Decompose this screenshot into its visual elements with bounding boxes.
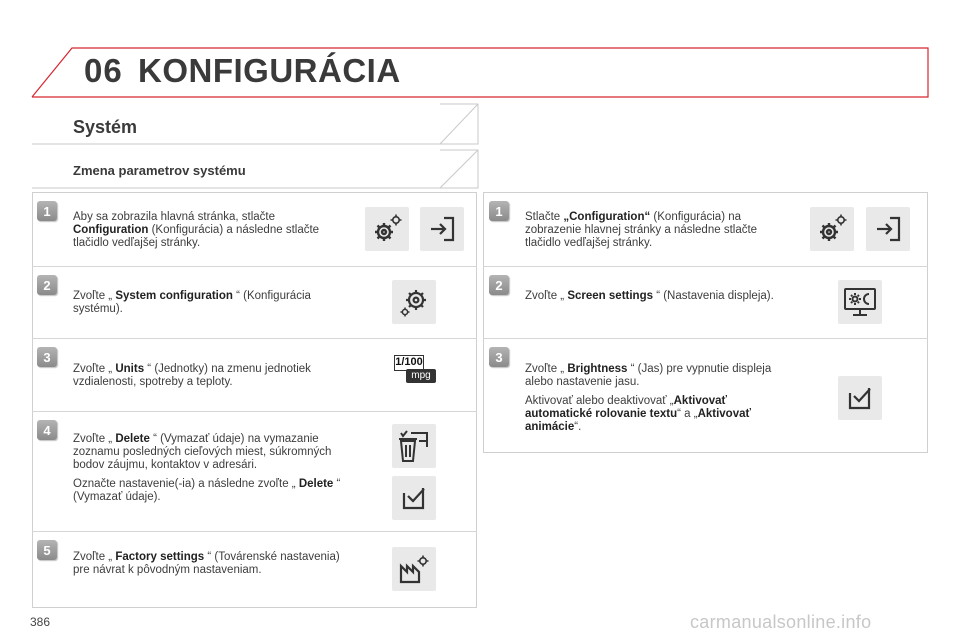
chapter-number: 06 <box>84 52 123 89</box>
step-badge: 1 <box>489 201 509 221</box>
chapter-title: KONFIGURÁCIA <box>138 52 401 89</box>
watermark: carmanualsonline.info <box>690 612 872 632</box>
next-page-icon <box>866 207 910 251</box>
step-text: Stlačte „Configuration“ (Konfigurácia) na zobrazenie hlavnej stránky a následne stlačte tlačidlo vedľajšej stránky. <box>525 211 758 249</box>
section-title: Systém <box>73 117 138 137</box>
screen-settings-icon <box>838 280 882 324</box>
delete-list-icon <box>392 424 436 468</box>
step-text: Zvoľte „ Factory settings “ (Továrenské nastavenia) pre návrat k pôvodným nastaveniam. <box>73 551 340 576</box>
row-divider <box>483 266 928 267</box>
left-steps-panel <box>32 192 477 608</box>
settings-gears-icon <box>365 207 409 251</box>
row-divider <box>32 531 477 532</box>
check-confirm-icon <box>838 376 882 420</box>
subsection-title: Zmena parametrov systému <box>73 163 246 178</box>
row-divider <box>32 338 477 339</box>
row-divider <box>32 411 477 412</box>
check-confirm-icon <box>392 476 436 520</box>
step-text: Aby sa zobrazila hlavná stránka, stlačte Configuration (Konfigurácia) a následne stlačte tlačidlo vedľajšej stránky. <box>73 211 320 249</box>
step-badge: 3 <box>37 347 57 367</box>
step-badge: 2 <box>37 275 57 295</box>
step-badge: 4 <box>37 420 57 440</box>
page-number: 386 <box>30 615 51 629</box>
factory-settings-icon <box>392 547 436 591</box>
units-mpg-label: mpg <box>406 369 436 383</box>
next-page-icon <box>420 207 464 251</box>
units-icon <box>394 355 438 385</box>
settings-gears-icon <box>810 207 854 251</box>
step-text: Zvoľte „ Brightness “ (Jas) pre vypnutie displeja alebo nastavenie jasu. Aktivovať alebo deaktivovať „Aktivovať automatické rolovanie textu“ a „Aktivovať animácie“. <box>525 363 772 433</box>
row-divider <box>32 266 477 267</box>
step-text: Zvoľte „ Screen settings “ (Nastavenia displeja). <box>525 290 774 302</box>
step-badge: 5 <box>37 540 57 560</box>
units-fraction-label: 1/100 <box>394 355 424 371</box>
step-badge: 2 <box>489 275 509 295</box>
step-text: Zvoľte „ Delete “ (Vymazať údaje) na vymazanie zoznamu posledných cieľových miest, súkromných bodov záujmu, kontaktov v adresári. Označte nastavenie(-ia) a následne zvoľte „ Delete “ (Vymazať údaje). <box>73 433 341 503</box>
step-badge: 3 <box>489 347 509 367</box>
section-header-frame <box>0 100 480 200</box>
step-badge: 1 <box>37 201 57 221</box>
step-text: Zvoľte „ Units “ (Jednotky) na zmenu jednotiek vzdialenosti, spotreby a teploty. <box>73 363 311 388</box>
row-divider <box>483 338 928 339</box>
system-config-gears-icon <box>392 280 436 324</box>
step-text: Zvoľte „ System configuration “ (Konfigurácia systému). <box>73 290 311 315</box>
